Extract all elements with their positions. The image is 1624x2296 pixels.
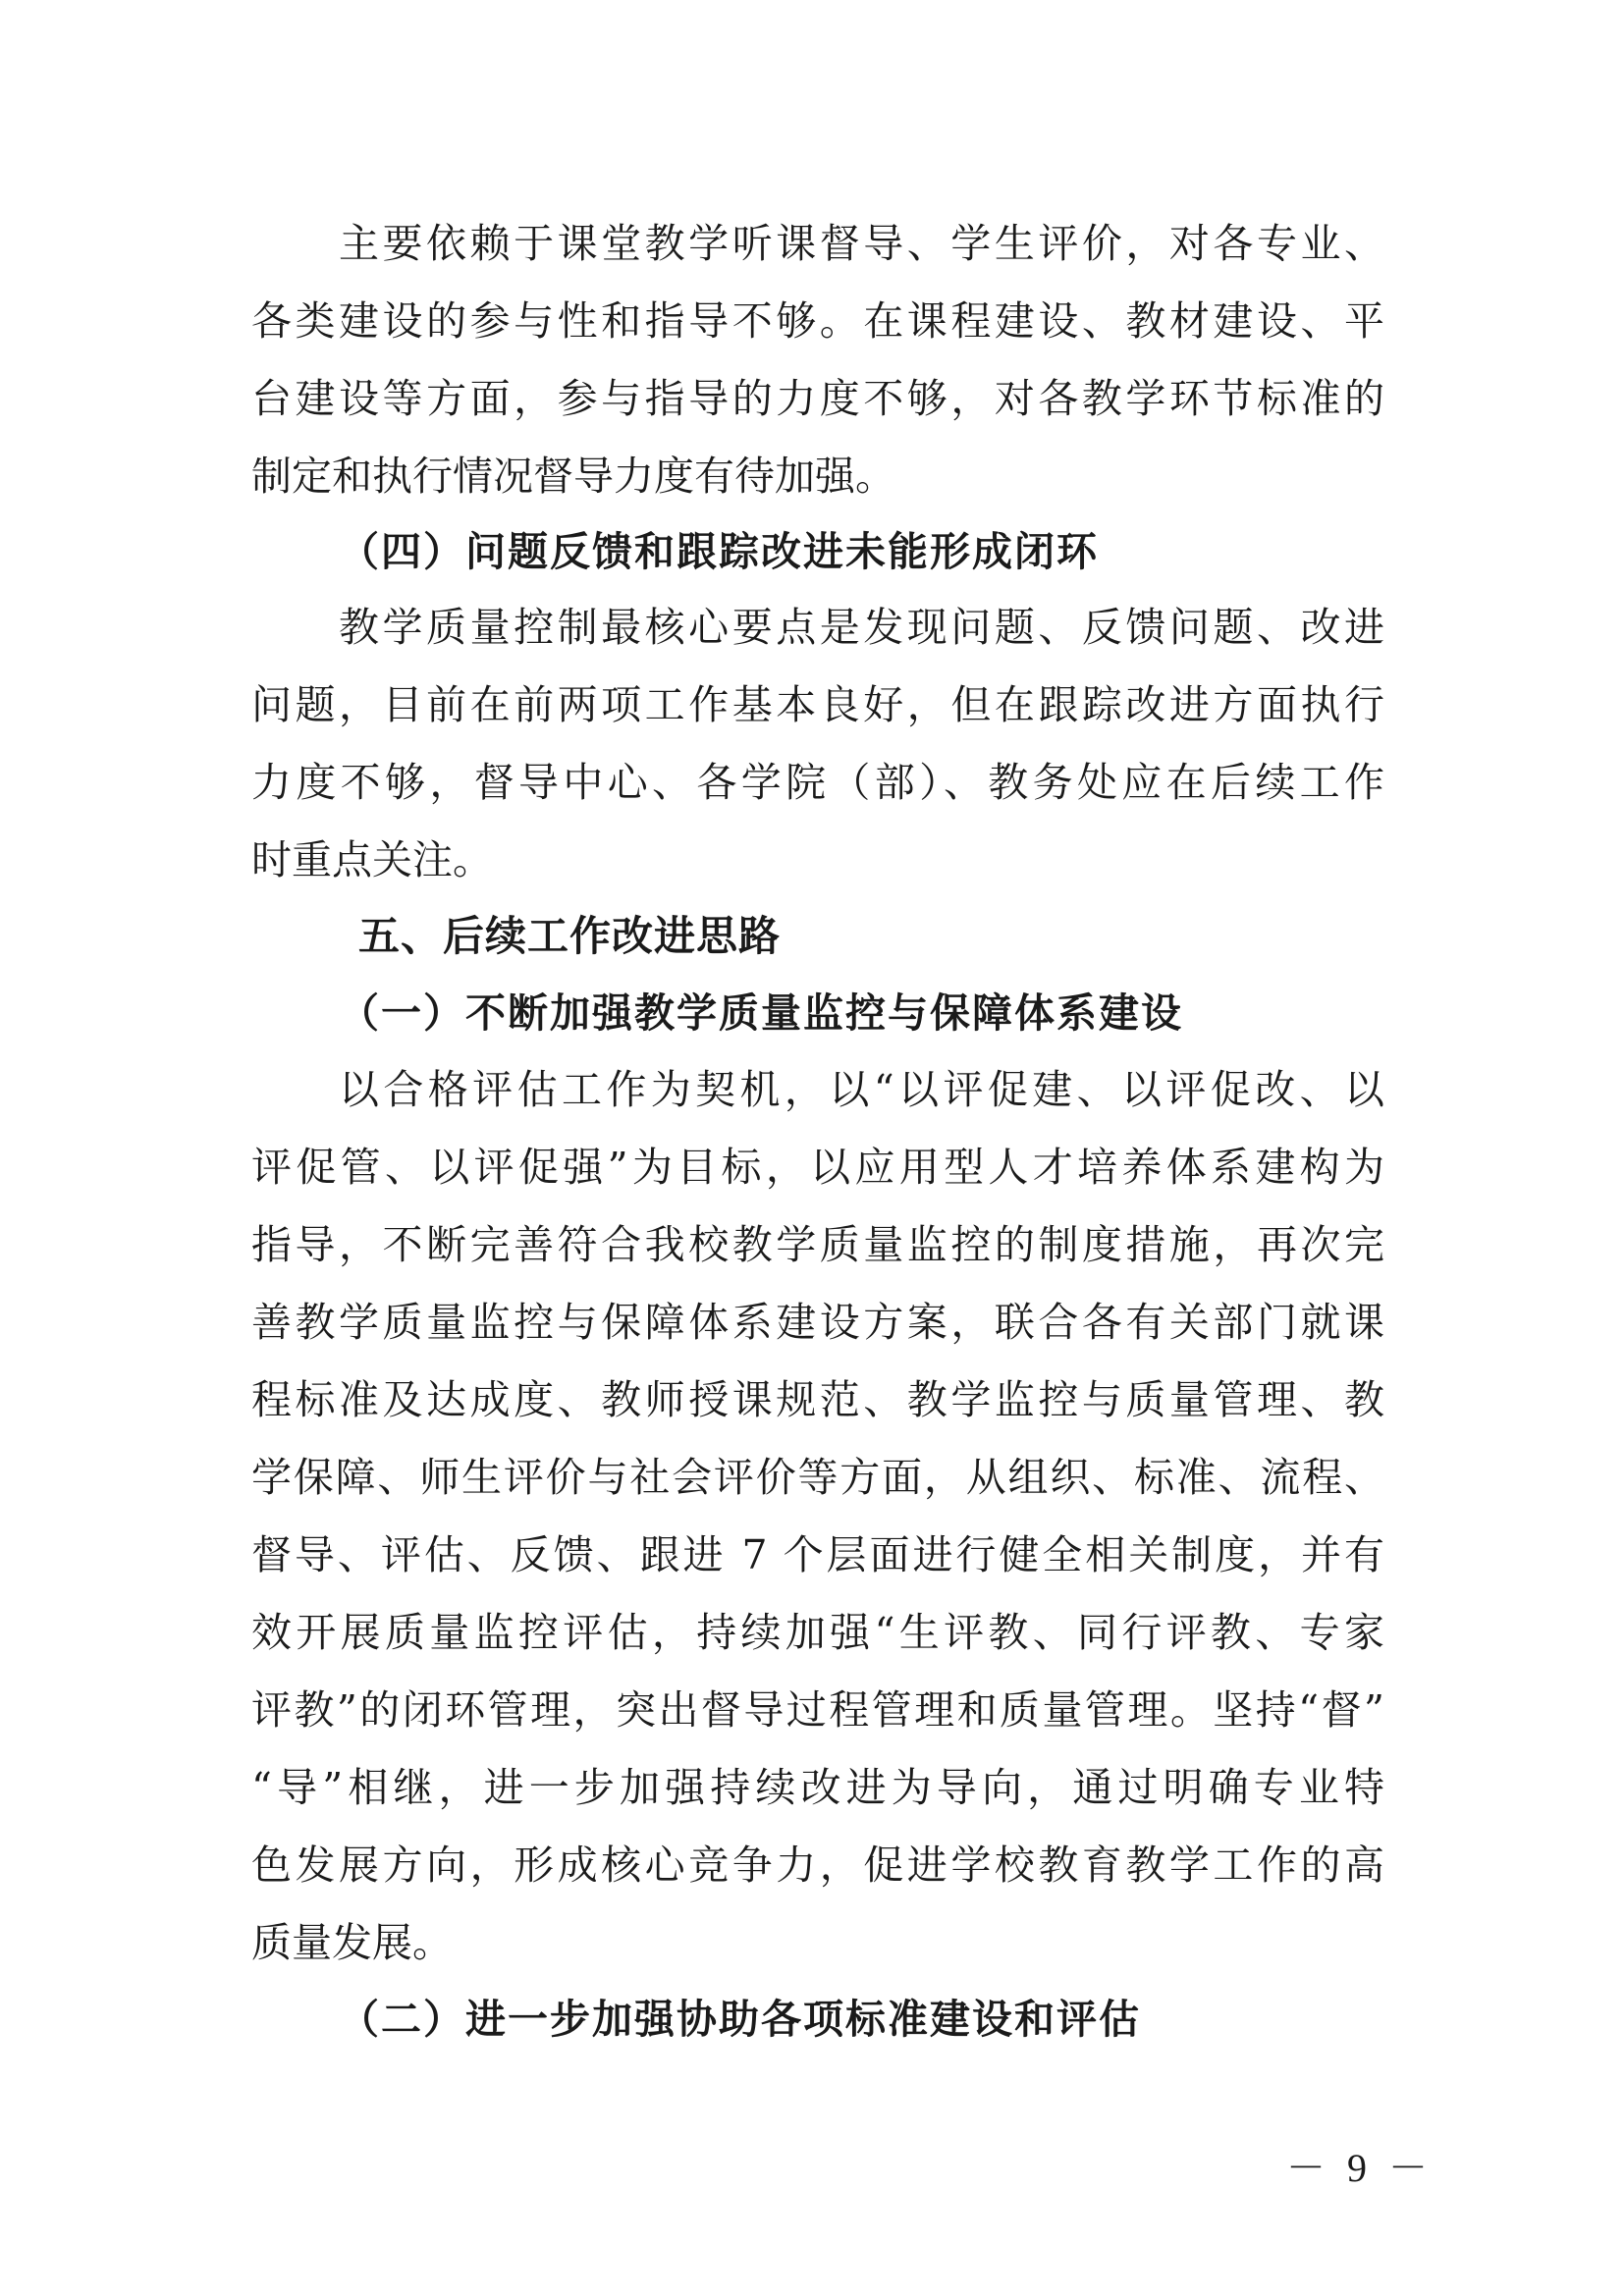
page-number: － 9 －	[1286, 2146, 1434, 2190]
subsection-heading: （四）问题反馈和跟踪改进未能形成闭环	[339, 528, 1099, 575]
paragraph-line: 色发展方向，形成核心竞争力，促进学校教育教学工作的高	[251, 1842, 1384, 1889]
paragraph-line: 程标准及达成度、教师授课规范、教学监控与质量管理、教	[251, 1376, 1384, 1423]
paragraph-line: 制定和执行情况督导力度有待加强。	[251, 453, 895, 500]
paragraph-line: 效开展质量监控评估，持续加强“生评教、同行评教、专家	[251, 1609, 1384, 1656]
paragraph-line: 质量发展。	[251, 1919, 453, 1966]
paragraph-line: 指导，不断完善符合我校教学质量监控的制度措施，再次完	[251, 1221, 1384, 1268]
paragraph-line: “导”相继，进一步加强持续改进为导向，通过明确专业特	[251, 1764, 1384, 1811]
paragraph-line: 评教”的闭环管理，突出督导过程管理和质量管理。坚持“督”	[251, 1686, 1384, 1734]
paragraph-line: 教学质量控制最核心要点是发现问题、反馈问题、改进	[339, 604, 1384, 651]
subsection-heading: （二）进一步加强协助各项标准建设和评估	[339, 1996, 1141, 2043]
paragraph-line: 以合格评估工作为契机，以“以评促建、以评促改、以	[339, 1066, 1384, 1113]
section-heading: 五、后续工作改进思路	[358, 912, 782, 960]
paragraph-line: 评促管、以评促强”为目标，以应用型人才培养体系建构为	[251, 1144, 1384, 1191]
paragraph-line: 问题，目前在前两项工作基本良好，但在跟踪改进方面执行	[251, 681, 1384, 728]
paragraph-line: 力度不够，督导中心、各学院（部）、教务处应在后续工作	[251, 759, 1384, 806]
paragraph-line: 学保障、师生评价与社会评价等方面，从组织、标准、流程、	[251, 1454, 1384, 1501]
paragraph-line: 各类建设的参与性和指导不够。在课程建设、教材建设、平	[251, 297, 1384, 345]
paragraph-line: 主要依赖于课堂教学听课督导、学生评价，对各专业、	[339, 220, 1384, 267]
paragraph-line: 台建设等方面，参与指导的力度不够，对各教学环节标准的	[251, 375, 1384, 422]
paragraph-line: 善教学质量监控与保障体系建设方案，联合各有关部门就课	[251, 1299, 1384, 1346]
subsection-heading: （一）不断加强教学质量监控与保障体系建设	[339, 989, 1183, 1037]
paragraph-line: 时重点关注。	[251, 836, 493, 883]
paragraph-line: 督导、评估、反馈、跟进 7 个层面进行健全相关制度，并有	[251, 1531, 1384, 1578]
